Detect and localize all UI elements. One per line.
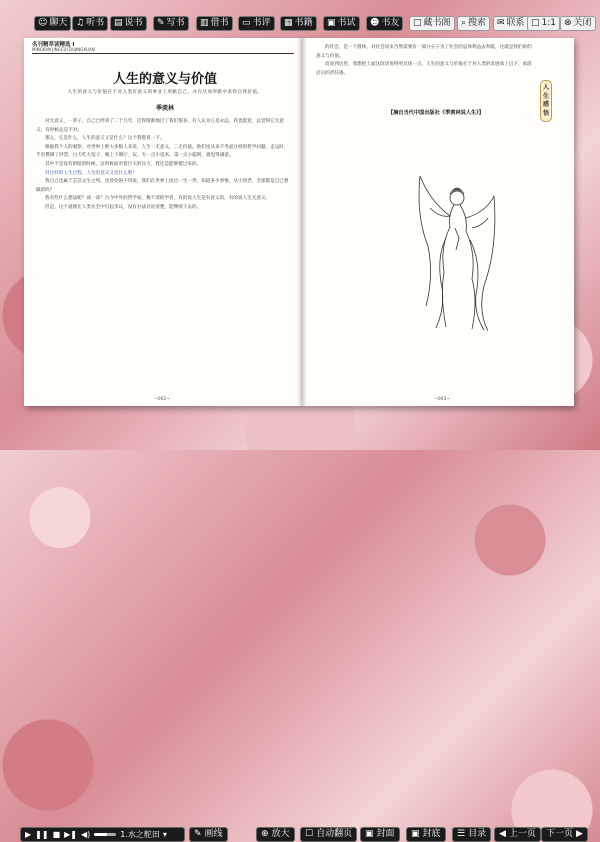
track-select[interactable] bbox=[120, 829, 167, 840]
next-page-button[interactable] bbox=[541, 827, 588, 842]
cover-icon: ▣ bbox=[365, 829, 374, 839]
stop-icon[interactable]: ■ bbox=[52, 830, 61, 839]
bookshelf-icon: □ bbox=[413, 18, 422, 28]
article-subtitle: 人生的意义与价值在于对人类有意义的事业上奉献自己，并在这项奉献中求得自我价值。 bbox=[67, 90, 263, 95]
pencil-icon: ✎ bbox=[194, 829, 202, 839]
back-cover-label: 封底 bbox=[422, 829, 441, 839]
volume-icon: ◀) bbox=[80, 830, 91, 839]
pause-icon[interactable]: ❚❚ bbox=[35, 830, 49, 839]
article-title: 人生的意义与价值 bbox=[112, 72, 217, 87]
prev-page-label: 上一页 bbox=[508, 829, 536, 839]
series-subtitle: MINGKAN JINGCUI DUJINGXUAN bbox=[32, 47, 95, 52]
top-toolbar bbox=[0, 0, 600, 30]
book-test-button[interactable] bbox=[323, 16, 360, 31]
track-name: 1.水之舵田 bbox=[120, 830, 160, 839]
book-friends-button[interactable] bbox=[366, 16, 403, 31]
paragraph: 我有些什么想法呢？谈一谈？古今中外的哲学家，数不清的学者，有的说人生是有意义的，有的说人生无意义。 bbox=[45, 196, 271, 202]
bookshelf-label: 藏书阁 bbox=[423, 18, 451, 28]
back-cover-button[interactable] bbox=[406, 827, 446, 842]
category-tag: 人生感悟 bbox=[540, 80, 552, 122]
paragraph: 话说到这里，我想把上面这段话说得更具体一点，人生的意义与价值在于对人类的发展承上启下，承前启后的责任感。 bbox=[316, 62, 532, 76]
close-label: 关闭 bbox=[573, 18, 592, 28]
next-page-icon: ▶ bbox=[576, 829, 583, 839]
toc-button[interactable] bbox=[452, 827, 491, 842]
zoom-in-icon: ⊕ bbox=[261, 829, 269, 839]
search-icon: ⌕ bbox=[461, 18, 467, 28]
series-title: 名刊精萃读精选 I bbox=[32, 42, 75, 48]
mail-icon: ✉ bbox=[497, 18, 505, 28]
book-test-label: 书试 bbox=[337, 18, 356, 28]
book-lend-icon: ▥ bbox=[200, 18, 209, 28]
contact-label: 联系 bbox=[506, 18, 525, 28]
headphone-icon: ♫ bbox=[76, 18, 85, 28]
listen-book-button[interactable] bbox=[72, 16, 108, 31]
chevron-down-icon: ▾ bbox=[162, 830, 167, 839]
auto-flip-icon: ☐ bbox=[305, 829, 314, 839]
cover-label: 封面 bbox=[376, 829, 395, 839]
source-caption: 【摘自当代中国出版社《季羡林说人生》】 bbox=[388, 110, 484, 116]
borrow-book-button[interactable] bbox=[196, 16, 233, 31]
paragraph: 我自己也属于芸芸众生之列，也曾免俗不用说，我们在世界上度过一生一世，知道多少事情，从小到老，全部都是自己想做的吗？ bbox=[36, 179, 289, 193]
search-button[interactable] bbox=[457, 16, 490, 31]
right-page-body bbox=[316, 44, 534, 78]
test-icon: ▣ bbox=[327, 18, 336, 28]
listen-book-label: 听书 bbox=[86, 18, 105, 28]
close-icon: ⊗ bbox=[564, 18, 572, 28]
toc-icon: ☰ bbox=[457, 829, 466, 839]
paragraph: 那么，它是什么，人生的意义又是什么？这个我想说一下。 bbox=[45, 136, 165, 142]
left-page-number: ~002~ bbox=[154, 397, 171, 402]
book-review-label: 书评 bbox=[252, 18, 271, 28]
write-book-button[interactable] bbox=[153, 16, 189, 31]
actual-size-label: 1:1 bbox=[541, 18, 556, 28]
paragraph: 的社会，是一个群体，对社会说来当然需要有一部分分子为了社会的总体利益去奉献，这就是我们讲的意义与价值。 bbox=[316, 45, 532, 59]
close-button[interactable] bbox=[560, 16, 596, 31]
volume-level bbox=[94, 833, 107, 836]
bottom-toolbar bbox=[0, 412, 600, 839]
play-icon[interactable]: ▶ bbox=[25, 830, 32, 839]
pen-icon: ✎ bbox=[157, 18, 165, 28]
book-icon: ▤ bbox=[114, 18, 123, 28]
page-header bbox=[32, 40, 294, 54]
books-label: 书籍 bbox=[294, 18, 313, 28]
comment-icon: ▭ bbox=[242, 18, 251, 28]
actual-size-button[interactable] bbox=[527, 16, 560, 31]
draw-line-button[interactable] bbox=[189, 827, 228, 842]
next-page-label: 下一页 bbox=[546, 829, 574, 839]
audio-player bbox=[20, 827, 185, 842]
open-book bbox=[24, 38, 574, 406]
prev-page-icon: ◀ bbox=[499, 829, 506, 839]
auto-flip-label: 自动翻页 bbox=[316, 829, 353, 839]
zoom-in-button[interactable] bbox=[256, 827, 295, 842]
books-icon: ▦ bbox=[284, 18, 293, 28]
header-divider bbox=[32, 53, 294, 54]
fairy-illustration bbox=[410, 168, 500, 338]
paragraph: 对这样的人生过程，人生的意义又是什么呢？ bbox=[45, 170, 137, 176]
tell-book-button[interactable] bbox=[110, 16, 147, 31]
book-review-button[interactable] bbox=[238, 16, 275, 31]
left-page-body bbox=[36, 118, 292, 388]
contact-button[interactable] bbox=[493, 16, 529, 31]
toc-label: 目录 bbox=[468, 829, 487, 839]
chat-icon: ☺ bbox=[38, 18, 48, 28]
back-cover-icon: ▣ bbox=[411, 829, 420, 839]
friends-icon: ☻ bbox=[370, 18, 380, 28]
prev-page-button[interactable] bbox=[494, 827, 541, 842]
tell-book-label: 说书 bbox=[124, 18, 143, 28]
books-button[interactable] bbox=[280, 16, 317, 31]
chat-button[interactable] bbox=[34, 16, 71, 31]
auto-flip-button[interactable] bbox=[300, 827, 357, 842]
book-friends-label: 书友 bbox=[381, 18, 400, 28]
right-page-number: ~003~ bbox=[434, 397, 451, 402]
volume-slider[interactable] bbox=[94, 833, 116, 836]
article-author: 季羡林 bbox=[155, 105, 174, 112]
search-label: 搜索 bbox=[468, 18, 487, 28]
borrow-book-label: 借书 bbox=[210, 18, 229, 28]
write-book-label: 写书 bbox=[166, 18, 185, 28]
next-track-icon[interactable]: ▶❚ bbox=[64, 830, 77, 839]
actual-size-icon: □ bbox=[531, 18, 540, 28]
book-spine bbox=[297, 38, 307, 406]
chat-label: 聊天 bbox=[49, 18, 68, 28]
cover-button[interactable] bbox=[360, 827, 400, 842]
paragraph: 其中不是没有阴暗的时候，这时候面对着巨大的压力，我还是能够挺过来的。 bbox=[45, 161, 202, 167]
bookshelf-button[interactable] bbox=[409, 16, 455, 31]
paragraph: 但是，这个道理在人类社会中引起争议，没有办法讨论清楚，能继续下去的。 bbox=[45, 204, 202, 210]
paragraph: 对无意义，一辈子，自己已经到了二十几年，近得渐渐地过了我们很多。有人认为它是永远，我也愿意，总觉得它无意义，有时候总是不对。 bbox=[36, 119, 284, 133]
paragraph: 根据我个人的观察，对世界上绝大多数人来说，人生一无意义，二无价值。他们也从来不考虑这样的哲学问题。走运时，手里撰满了钞票，白天吃大馆子，晚上下舞厅，玩。失一点小技术，第一点小聪明，就觉得满意。 bbox=[36, 144, 289, 159]
draw-line-label: 画线 bbox=[204, 829, 223, 839]
zoom-in-label: 放大 bbox=[271, 829, 290, 839]
